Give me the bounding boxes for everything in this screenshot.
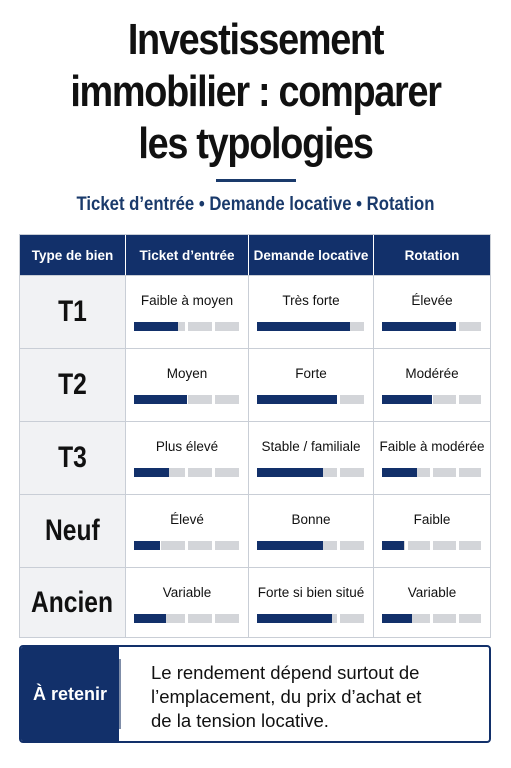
level-bar-fill (134, 468, 169, 477)
level-bar-segment (459, 614, 482, 623)
demande-cell (249, 422, 374, 494)
level-bar-segment (161, 541, 185, 550)
level-bar-segment (459, 395, 482, 404)
demande-value: Très forte (282, 293, 340, 308)
takeaway-line-2: l’emplacement, du prix d’achat et (151, 686, 422, 707)
level-bar-fill (257, 322, 350, 331)
level-bar-segment (459, 322, 482, 331)
level-bar-segment (215, 322, 239, 331)
header-ticket: Ticket d’entrée (126, 235, 249, 275)
ticket-cell (126, 495, 249, 567)
level-bar (382, 468, 481, 477)
level-bar (257, 322, 364, 331)
level-bar-segment (215, 614, 239, 623)
demande-cell (249, 568, 374, 637)
title-divider (216, 179, 296, 182)
demande-value: Forte (295, 366, 327, 381)
rotation-cell (374, 276, 490, 348)
level-bar-segment (188, 395, 212, 404)
level-bar-fill (134, 541, 160, 550)
level-bar-fill (382, 468, 417, 477)
level-bar-fill (382, 614, 412, 623)
table-row (20, 421, 490, 494)
ticket-cell (126, 276, 249, 348)
level-bar (134, 468, 239, 477)
takeaway-text (121, 647, 489, 741)
level-bar (382, 541, 481, 550)
level-bar-segment (215, 395, 239, 404)
level-bar (382, 322, 481, 331)
level-bar (134, 322, 239, 331)
type-cell (20, 349, 126, 421)
level-bar-fill (382, 322, 456, 331)
level-bar-segment (459, 468, 482, 477)
rotation-cell (374, 568, 490, 637)
ticket-value: Plus élevé (155, 439, 219, 454)
ticket-value: Faible à moyen (140, 293, 234, 308)
table-row (20, 275, 490, 348)
type-label: T2 (58, 368, 87, 401)
level-bar-segment (215, 468, 239, 477)
level-bar-segment (433, 468, 456, 477)
rotation-value: Modérée (405, 366, 459, 381)
demande-cell (249, 349, 374, 421)
header-demande: Demande locative (249, 235, 374, 275)
demande-value: Stable / familiale (261, 439, 361, 454)
level-bar (257, 614, 364, 623)
level-bar-segment (215, 541, 239, 550)
level-bar-segment (340, 395, 365, 404)
table-body (20, 275, 490, 637)
level-bar-segment (188, 541, 212, 550)
level-bar-fill (134, 322, 178, 331)
header-type: Type de bien (20, 235, 126, 275)
title-line-3: les typologies (138, 119, 373, 168)
rotation-value: Faible (413, 512, 451, 527)
comparison-table (19, 234, 491, 638)
level-bar-fill (257, 541, 323, 550)
level-bar (257, 395, 364, 404)
rotation-cell (374, 349, 490, 421)
demande-cell (249, 276, 374, 348)
type-label: T3 (58, 441, 87, 474)
type-label: Ancien (31, 585, 114, 619)
subtitle: Ticket d’entrée • Demande locative • Rotation (76, 194, 435, 215)
demande-value: Bonne (291, 512, 331, 527)
level-bar-segment (188, 322, 212, 331)
level-bar-segment (408, 541, 431, 550)
level-bar (134, 541, 239, 550)
level-bar-segment (433, 541, 456, 550)
table-row (20, 348, 490, 421)
key-takeaway-box (19, 645, 491, 743)
table-row (20, 494, 490, 567)
level-bar-fill (134, 395, 187, 404)
title-line-1: Investissement (127, 15, 384, 64)
demande-cell (249, 495, 374, 567)
rotation-value: Variable (407, 585, 457, 600)
level-bar (382, 614, 481, 623)
rotation-cell (374, 495, 490, 567)
title-line-2: immobilier : comparer (70, 67, 441, 116)
level-bar-fill (134, 614, 166, 623)
level-bar-fill (257, 468, 323, 477)
page-title (36, 14, 475, 170)
level-bar-fill (382, 541, 404, 550)
ticket-value: Variable (162, 585, 212, 600)
level-bar (257, 468, 364, 477)
level-bar-segment (340, 541, 365, 550)
type-cell (20, 422, 126, 494)
level-bar (257, 541, 364, 550)
takeaway-label: À retenir (21, 647, 119, 741)
level-bar-segment (433, 614, 456, 623)
ticket-cell (126, 422, 249, 494)
ticket-value: Moyen (166, 366, 208, 381)
level-bar-segment (433, 395, 456, 404)
level-bar-segment (188, 468, 212, 477)
rotation-value: Faible à modérée (379, 439, 485, 454)
type-label: Neuf (45, 514, 100, 547)
header-rotation: Rotation (404, 247, 460, 263)
rotation-cell (374, 422, 490, 494)
takeaway-line-1: Le rendement dépend surtout de (151, 662, 420, 683)
type-cell (20, 495, 126, 567)
ticket-value: Élevé (170, 512, 204, 527)
type-cell (20, 276, 126, 348)
ticket-cell (126, 349, 249, 421)
level-bar (134, 614, 239, 623)
table-header (20, 235, 490, 275)
type-label: T1 (58, 295, 87, 328)
level-bar-segment (340, 468, 365, 477)
type-cell (20, 568, 126, 637)
takeaway-line-3: de la tension locative. (151, 710, 329, 731)
level-bar (382, 395, 481, 404)
ticket-cell (126, 568, 249, 637)
level-bar (134, 395, 239, 404)
level-bar-fill (257, 614, 332, 623)
level-bar-fill (382, 395, 432, 404)
demande-value: Forte si bien situé (257, 585, 365, 600)
rotation-value: Élevée (411, 293, 453, 308)
level-bar-segment (340, 614, 365, 623)
level-bar-fill (257, 395, 337, 404)
level-bar-segment (188, 614, 212, 623)
table-row (20, 567, 490, 637)
level-bar-segment (459, 541, 482, 550)
